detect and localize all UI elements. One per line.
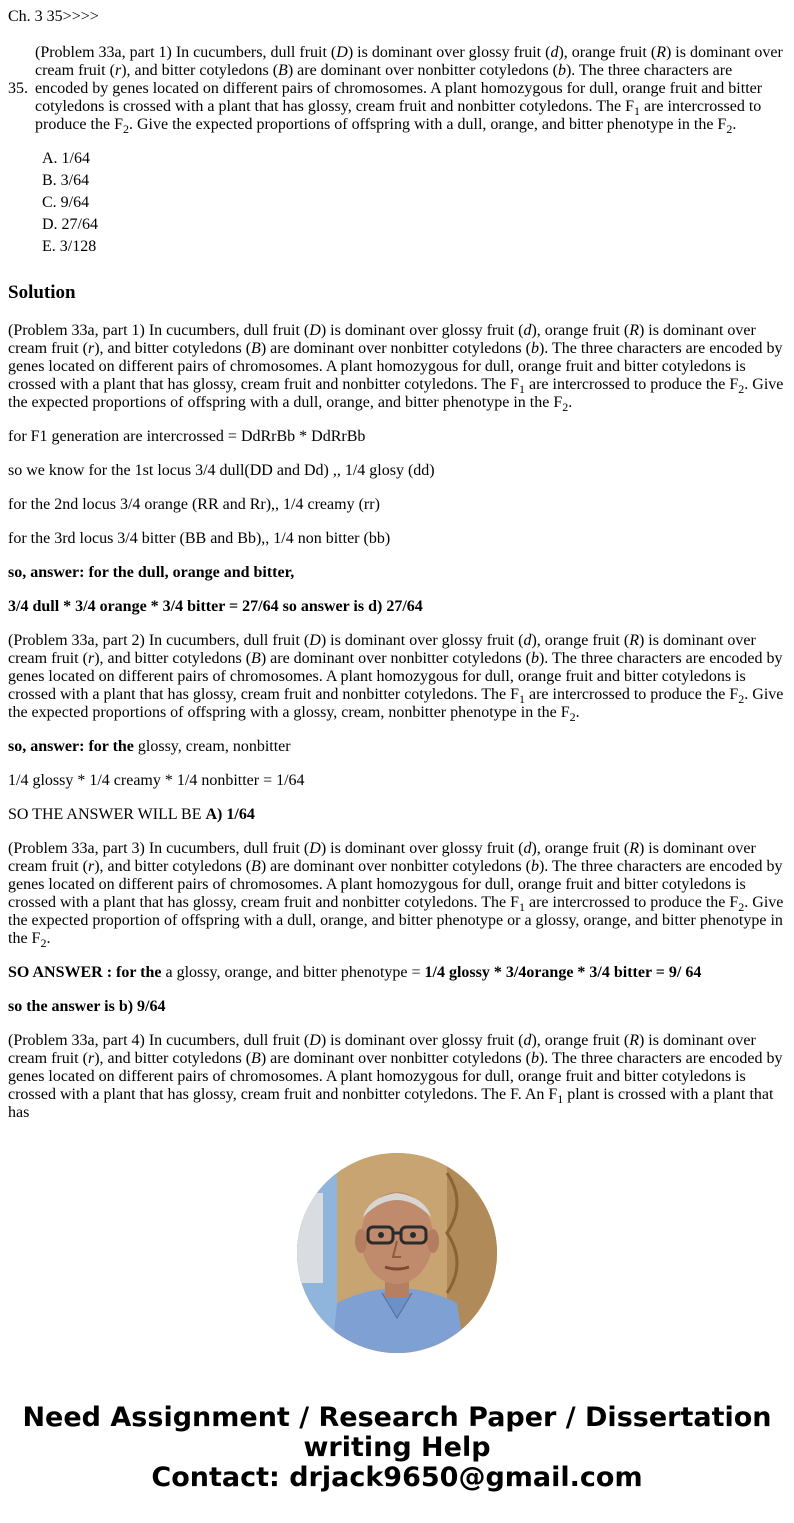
promo-footer [0, 1403, 794, 1493]
solution-line: for the 3rd locus 3/4 bitter (BB and Bb),, 1/4 non bitter (bb) [8, 530, 391, 547]
solution-part4-problem: (Problem 33a, part 4) In cucumbers, dull fruit (D) is dominant over glossy fruit (d), orange fruit (R) is dominant over cream fruit (r), and bitter cotyledons (B) are dominant over nonbitter cotyledons (b). The three characters are encoded by genes located on different pairs of chromosomes. A plant homozygous for dull, orange fruit and bitter cotyledons is crossed with a plant that has glossy, cream fruit and nonbitter cotyledons. The F. An $F_1$ plant is crossed with a plant that has [8, 1032, 783, 1121]
solution-part3-problem: (Problem 33a, part 3) In cucumbers, dull fruit (D) is dominant over glossy fruit (d), orange fruit (R) is dominant over cream fruit (r), and bitter cotyledons (B) are dominant over nonbitter cotyledons (b). The three characters are encoded by genes located on different pairs of chromosomes. A plant homozygous for dull, orange fruit and bitter cotyledons is crossed with a plant that has glossy, cream fruit and nonbitter cotyledons. The $F_1$ are intercrossed to produce the $F_2$. Give the expected proportion of offspring with a dull, orange, and bitter phenotype or a glossy, orange, and bitter phenotype in the $F_2$. [8, 840, 784, 950]
answer-final: SO THE ANSWER WILL BE A) 1/64 [8, 806, 255, 823]
answer-statement: so, answer: for the glossy, cream, nonbitter [8, 738, 291, 755]
answer-statement: SO ANSWER : for the a glossy, orange, and bitter phenotype = 1/4 glossy * 3/4orange * 3/4 bitter = 9/ 64 [8, 964, 702, 981]
solution-part1-problem: (Problem 33a, part 1) In cucumbers, dull fruit (D) is dominant over glossy fruit (d), orange fruit (R) is dominant over cream fruit (r), and bitter cotyledons (B) are dominant over nonbitter cotyledons (b). The three characters are encoded by genes located on different pairs of chromosomes. A plant homozygous for dull, orange fruit and bitter cotyledons is crossed with a plant that has glossy, cream fruit and nonbitter cotyledons. The $F_1$ are intercrossed to produce the $F_2$. Give the expected proportions of offspring with a dull, orange, and bitter phenotype in the $F_2$. [8, 322, 784, 414]
answer-options [42, 148, 786, 258]
answer-statement: so, answer: for the dull, orange and bitter, [8, 564, 295, 581]
answer-final: so the answer is b) 9/64 [8, 998, 166, 1015]
footer-line-1: Need Assignment / Research Paper / Dissertation [22, 1402, 772, 1433]
solution-heading: Solution [8, 282, 76, 303]
answer-calculation: 3/4 dull * 3/4 orange * 3/4 bitter = 27/64 so answer is d) 27/64 [8, 598, 423, 615]
footer-line-2: writing Help [303, 1432, 491, 1463]
solution-line: for the 2nd locus 3/4 orange (RR and Rr),, 1/4 creamy (rr) [8, 496, 380, 513]
tutor-avatar-photo [297, 1153, 497, 1353]
option-a: A. 1/64 [42, 150, 90, 167]
question-block [8, 44, 786, 134]
option-e: E. 3/128 [42, 238, 97, 255]
footer-contact: Contact: drjack9650@gmail.com [151, 1462, 643, 1493]
option-d: D. 27/64 [42, 216, 98, 233]
question-text: (Problem 33a, part 1) In cucumbers, dull fruit (D) is dominant over glossy fruit (d), orange fruit (R) is dominant over cream fruit (r), and bitter cotyledons (B) are dominant over nonbitter cotyledons (b). The three characters are encoded by genes located on different pairs of chromosomes. A plant homozygous for dull, orange fruit and bitter cotyledons is crossed with a plant that has glossy, cream fruit and nonbitter cotyledons. The $F_1$ are intercrossed to produce the $F_2$. Give the expected proportions of offspring with a dull, orange, and bitter phenotype in the $F_2$. [35, 44, 783, 136]
answer-calculation: 1/4 glossy * 1/4 creamy * 1/4 nonbitter = 1/64 [8, 772, 305, 789]
document-content [8, 0, 786, 1124]
chapter-header: Ch. 3 35>>>> [8, 8, 99, 25]
solution-line: so we know for the 1st locus 3/4 dull(DD and Dd) ,, 1/4 glosy (dd) [8, 462, 435, 479]
question-number: 35. [8, 80, 28, 97]
option-b: B. 3/64 [42, 172, 90, 189]
option-c: C. 9/64 [42, 194, 90, 211]
solution-line: for F1 generation are intercrossed = DdRrBb * DdRrBb [8, 428, 366, 445]
portrait-illustration [297, 1153, 497, 1353]
solution-part2-problem: (Problem 33a, part 2) In cucumbers, dull fruit (D) is dominant over glossy fruit (d), orange fruit (R) is dominant over cream fruit (r), and bitter cotyledons (B) are dominant over nonbitter cotyledons (b). The three characters are encoded by genes located on different pairs of chromosomes. A plant homozygous for dull, orange fruit and bitter cotyledons is crossed with a plant that has glossy, cream fruit and nonbitter cotyledons. The $F_1$ are intercrossed to produce the $F_2$. Give the expected proportions of offspring with a glossy, cream, nonbitter phenotype in the $F_2$. [8, 632, 784, 724]
